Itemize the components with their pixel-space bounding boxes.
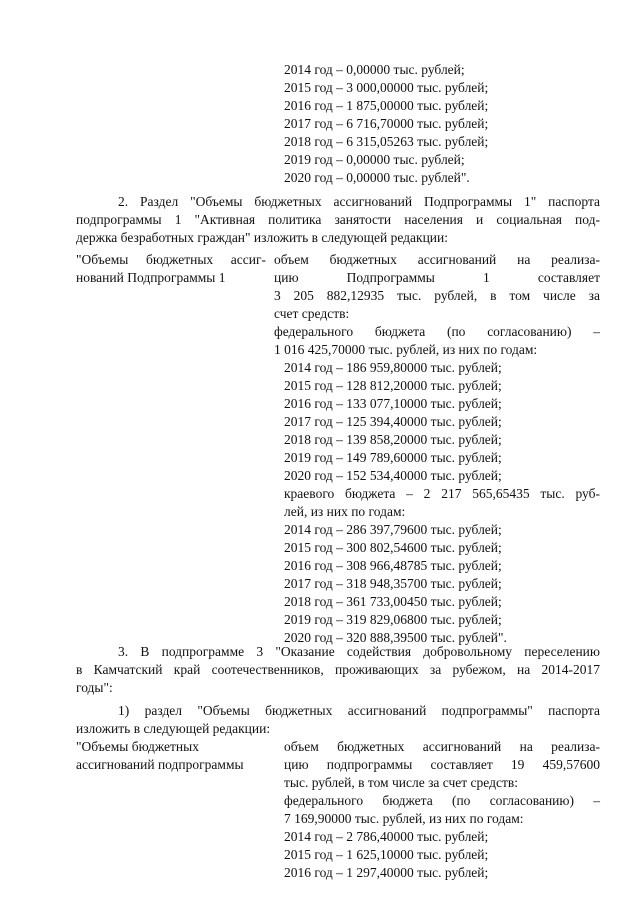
table-right-cell-line: цию Подпрограммы 1 составляет xyxy=(274,270,600,285)
table-right-cell-line: 2015 год – 128 812,20000 тыс. рублей; xyxy=(284,378,502,393)
table-right-cell-line: 2020 год – 320 888,39500 тыс. рублей". xyxy=(284,630,507,645)
table-right-cell-line: 2018 год – 139 858,20000 тыс. рублей; xyxy=(284,432,502,447)
table-right-cell-line: 3 205 882,12935 тыс. рублей, в том числе за xyxy=(274,288,600,303)
table-right-cell-line: 2019 год – 319 829,06800 тыс. рублей; xyxy=(284,612,502,627)
text-line: 2017 год – 6 716,70000 тыс. рублей; xyxy=(284,116,489,131)
text-line: 2016 год – 1 875,00000 тыс. рублей; xyxy=(284,98,489,113)
table-right-cell-line: 1 016 425,70000 тыс. рублей, из них по годам: xyxy=(274,342,538,357)
table-right-cell-line: 2018 год – 361 733,00450 тыс. рублей; xyxy=(284,594,502,609)
table-right-cell-line: 2016 год – 1 297,40000 тыс. рублей; xyxy=(284,865,489,880)
table-right-cell-line: цию подпрограммы составляет 19 459,57600 xyxy=(284,757,600,772)
text-line: 2014 год – 0,00000 тыс. рублей; xyxy=(284,62,465,77)
paragraph-line: 2. Раздел "Объемы бюджетных ассигнований Подпрограммы 1" паспорта xyxy=(118,194,600,209)
table-right-cell-line: 2015 год – 1 625,10000 тыс. рублей; xyxy=(284,847,489,862)
text-line: 2019 год – 0,00000 тыс. рублей; xyxy=(284,152,465,167)
text-line: 2015 год – 3 000,00000 тыс. рублей; xyxy=(284,80,489,95)
table-right-cell-line: 2014 год – 186 959,80000 тыс. рублей; xyxy=(284,360,502,375)
table-right-cell-line: 7 169,90000 тыс. рублей, из них по годам: xyxy=(284,811,524,826)
table-right-cell-line: федерального бюджета (по согласованию) – xyxy=(284,793,600,808)
paragraph-line: 3. В подпрограмме 3 "Оказание содействия добровольному переселению xyxy=(118,644,600,659)
table-right-cell-line: объем бюджетных ассигнований на реализа- xyxy=(284,739,600,754)
table-right-cell-line: 2017 год – 318 948,35700 тыс. рублей; xyxy=(284,576,502,591)
table-right-cell-line: лей, из них по годам: xyxy=(284,504,406,519)
table-right-cell-line: 2014 год – 2 786,40000 тыс. рублей; xyxy=(284,829,489,844)
table-right-cell-line: 2019 год – 149 789,60000 тыс. рублей; xyxy=(284,450,502,465)
table-right-cell-line: счет средств: xyxy=(274,306,350,321)
paragraph-line: в Камчатский край соотечественников, проживающих за рубежом, на 2014-2017 xyxy=(76,662,600,677)
table-right-cell-line: тыс. рублей, в том числе за счет средств: xyxy=(284,775,519,790)
table-right-cell-line: 2020 год – 152 534,40000 тыс. рублей; xyxy=(284,468,502,483)
paragraph-line: годы": xyxy=(76,680,113,695)
paragraph-line: подпрограммы 1 "Активная политика занятости населения и социальная под- xyxy=(76,212,600,227)
text-line: 2018 год – 6 315,05263 тыс. рублей; xyxy=(284,134,489,149)
table-right-cell-line: 2016 год – 308 966,48785 тыс. рублей; xyxy=(284,558,502,573)
table-right-cell-line: 2017 год – 125 394,40000 тыс. рублей; xyxy=(284,414,502,429)
table-right-cell-line: объем бюджетных ассигнований на реализа- xyxy=(274,252,600,267)
paragraph-line: держка безработных граждан" изложить в следующей редакции: xyxy=(76,230,449,245)
paragraph-line: изложить в следующей редакции: xyxy=(76,721,271,736)
table-left-cell-line: "Объемы бюджетных ассиг- xyxy=(76,252,266,267)
table-left-cell-line: ассигнований подпрограммы xyxy=(76,757,244,772)
table-right-cell-line: федерального бюджета (по согласованию) – xyxy=(274,324,600,339)
table-right-cell-line: краевого бюджета – 2 217 565,65435 тыс. руб- xyxy=(284,486,600,501)
paragraph-line: 1) раздел "Объемы бюджетных ассигнований подпрограммы" паспорта xyxy=(118,703,600,718)
table-left-cell-line: "Объемы бюджетных xyxy=(76,739,199,754)
table-right-cell-line: 2015 год – 300 802,54600 тыс. рублей; xyxy=(284,540,502,555)
table-right-cell-line: 2014 год – 286 397,79600 тыс. рублей; xyxy=(284,522,502,537)
table-right-cell-line: 2016 год – 133 077,10000 тыс. рублей; xyxy=(284,396,502,411)
table-left-cell-line: нований Подпрограммы 1 xyxy=(76,270,226,285)
text-line: 2020 год – 0,00000 тыс. рублей". xyxy=(284,170,470,185)
